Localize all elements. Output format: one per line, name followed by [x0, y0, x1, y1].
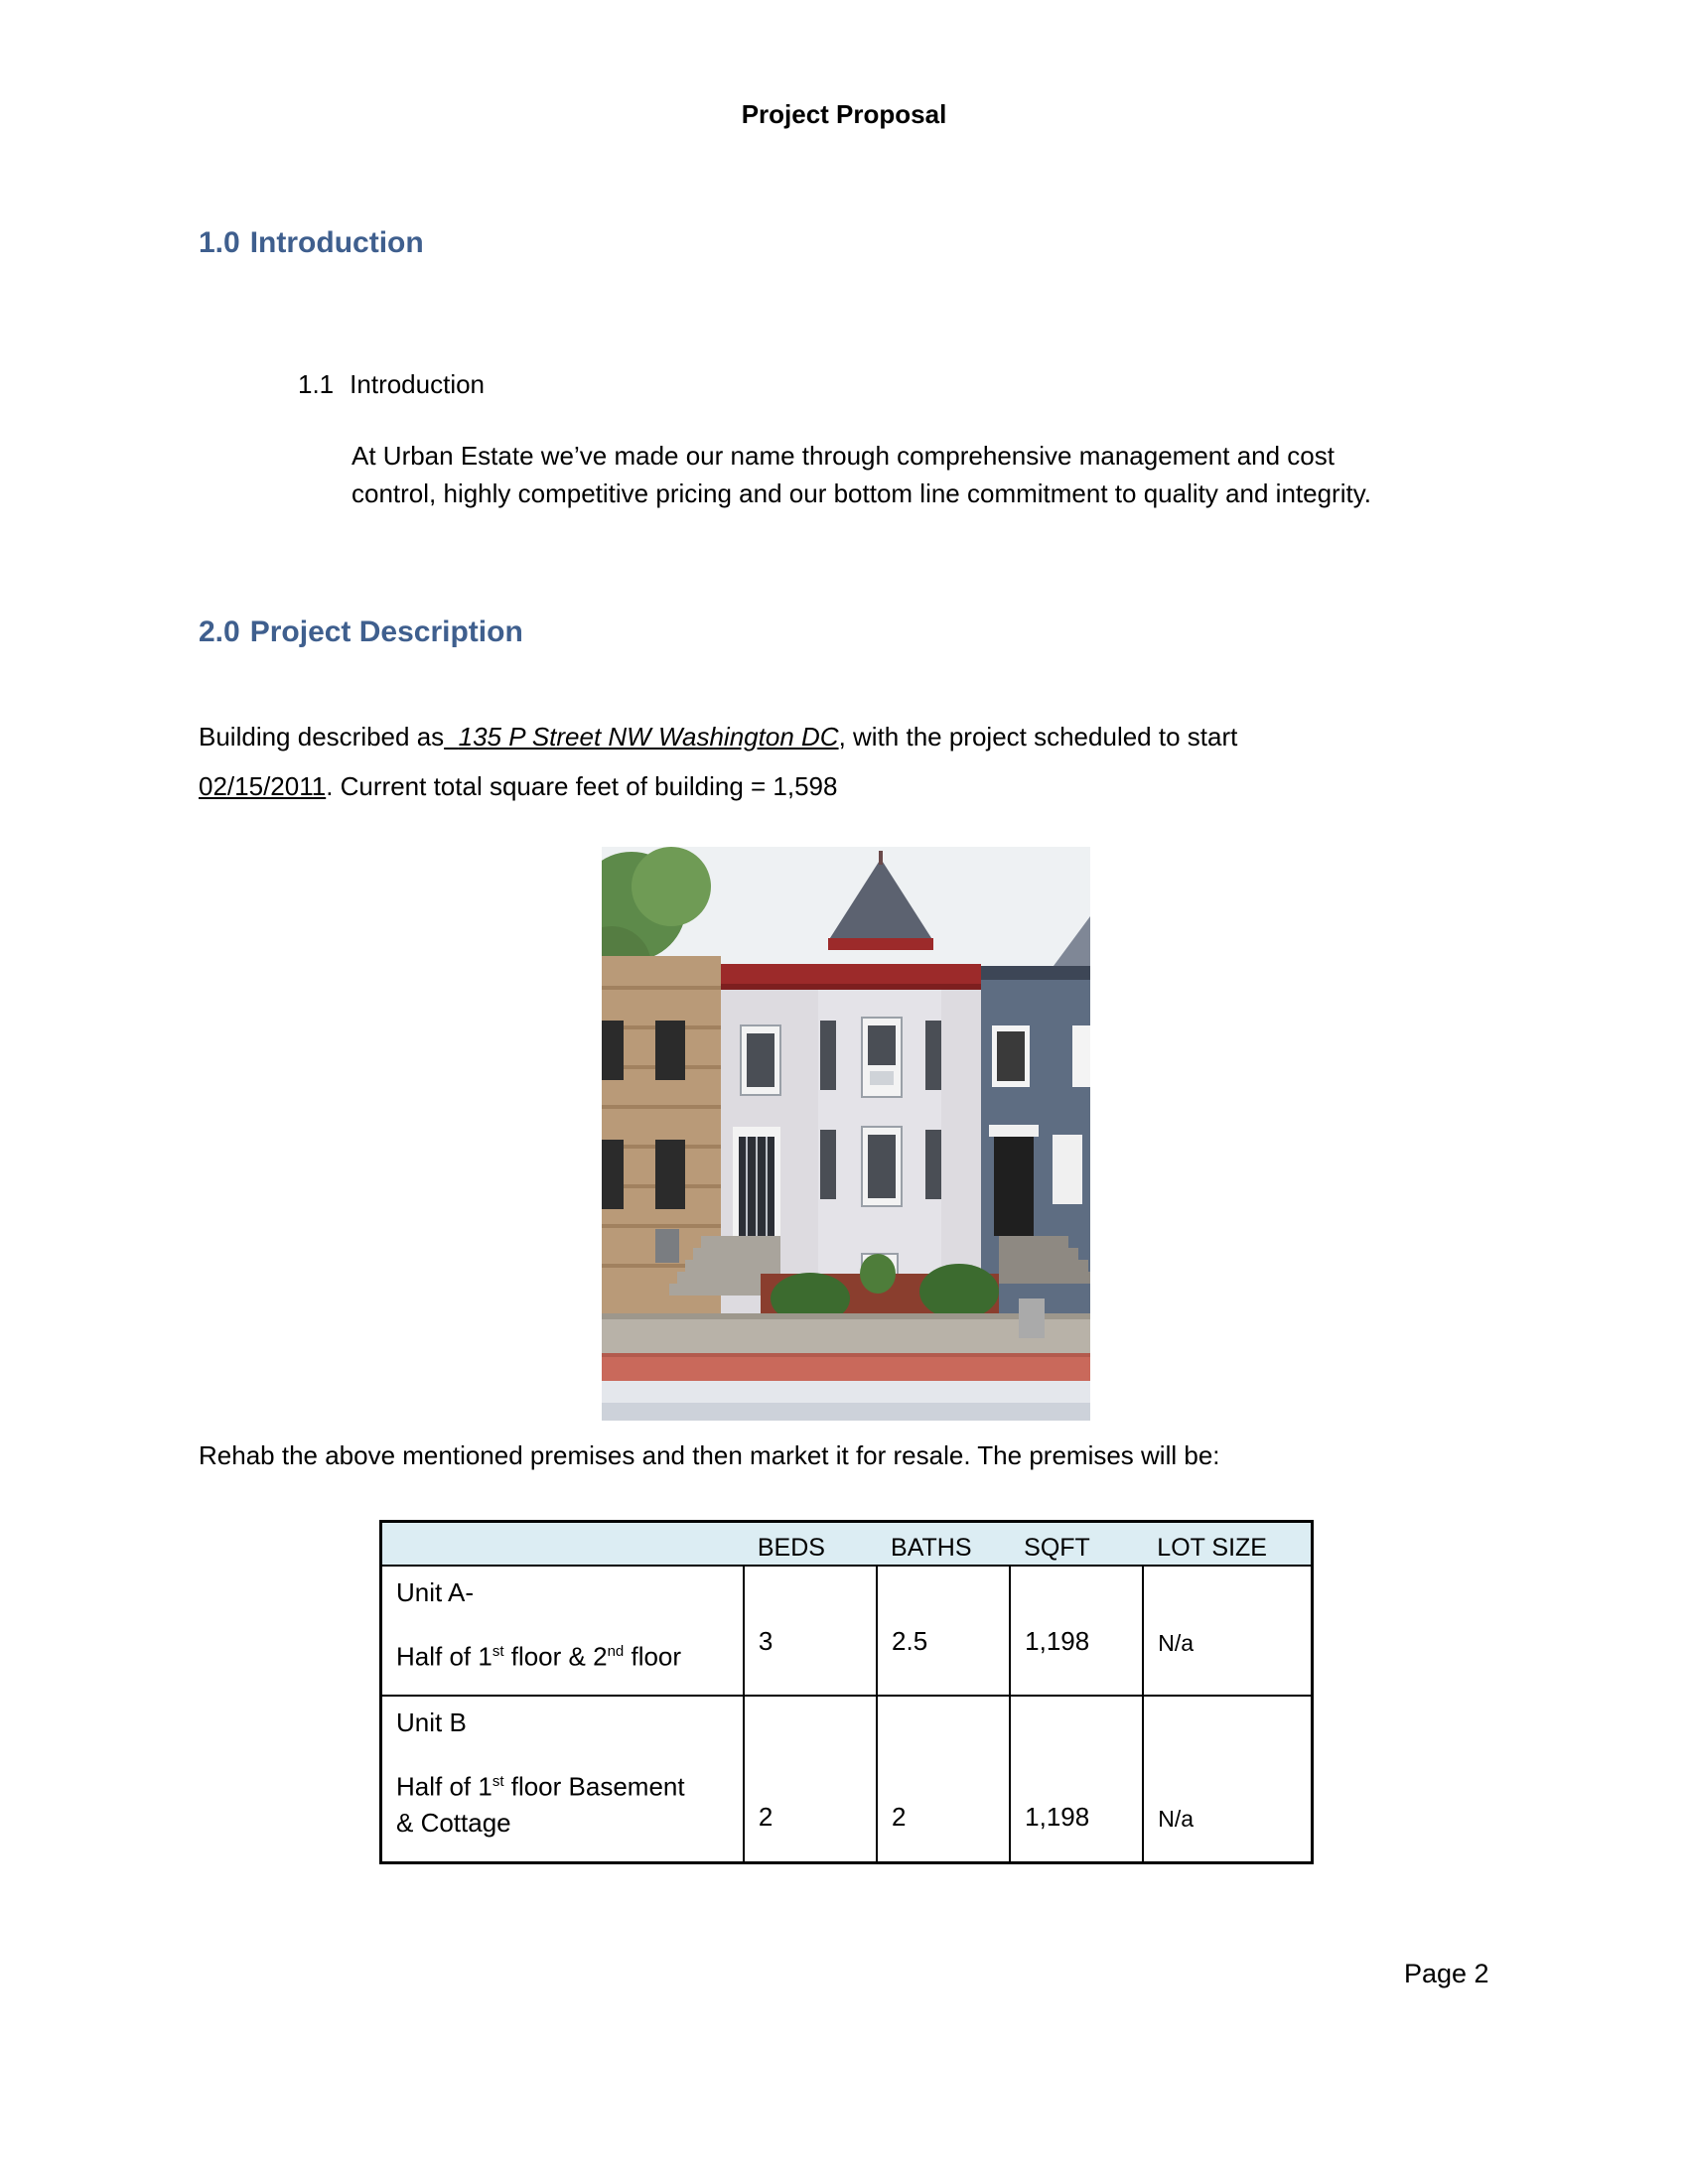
document-title: Project Proposal — [741, 99, 947, 129]
beds-cell: 2 — [744, 1696, 877, 1862]
table-header-baths: BATHS — [877, 1522, 1010, 1567]
unit-name: Unit B — [396, 1707, 467, 1737]
section-number: 2.0 — [199, 615, 240, 648]
table-row — [381, 1566, 1313, 1696]
unit-name: Unit A- — [396, 1577, 475, 1607]
desc-prefix: Building described as — [199, 722, 445, 751]
desc-suffix: . Current total square feet of building = 1,598 — [326, 771, 838, 801]
sqft-cell: 1,198 — [1010, 1696, 1143, 1862]
intro-line: At Urban Estate we’ve made our name through comprehensive management and cost — [352, 441, 1335, 471]
table-header-sqft: SQFT — [1010, 1522, 1143, 1567]
unit-description-cell — [381, 1566, 744, 1696]
table-header-lot-size: LOT SIZE — [1143, 1522, 1312, 1567]
intro-line: control, highly competitive pricing and our bottom line commitment to quality and integrity. — [352, 478, 1372, 508]
section-number: 1.0 — [199, 226, 240, 259]
section-heading-project-description — [199, 615, 523, 649]
baths-cell: 2.5 — [877, 1566, 1010, 1696]
building-address: 135 P Street NW Washington DC — [458, 722, 839, 751]
section-title: Introduction — [249, 226, 424, 259]
lot-size-cell: N/a — [1143, 1696, 1312, 1862]
units-table — [379, 1520, 1314, 1864]
unit-description-cell — [381, 1696, 744, 1862]
desc-mid: , with the project scheduled to start — [838, 722, 1238, 751]
page-number: Page 2 — [1404, 1959, 1489, 1988]
house-photo-icon — [602, 847, 1090, 1421]
table-header-row — [381, 1522, 1313, 1567]
subsection-title: Introduction — [350, 369, 486, 399]
subsection-number: 1.1 — [298, 369, 335, 399]
description-paragraph — [199, 712, 1489, 811]
intro-paragraph — [352, 437, 1493, 512]
table-row — [381, 1696, 1313, 1862]
unit-floors: Half of 1st floor Basement — [396, 1771, 685, 1802]
unit-floors-cont: & Cottage — [396, 1807, 511, 1838]
table-header-unit — [381, 1522, 744, 1567]
section-title: Project Description — [249, 615, 523, 648]
lot-size-cell: N/a — [1143, 1566, 1312, 1696]
section-heading-introduction — [199, 226, 424, 260]
unit-floors: Half of 1st floor & 2nd floor — [396, 1641, 682, 1672]
table-header-beds: BEDS — [744, 1522, 877, 1567]
rehab-paragraph: Rehab the above mentioned premises and then market it for resale. The premises will be: — [199, 1440, 1220, 1470]
baths-cell: 2 — [877, 1696, 1010, 1862]
sqft-cell: 1,198 — [1010, 1566, 1143, 1696]
start-date: 02/15/2011 — [199, 771, 327, 801]
beds-cell: 3 — [744, 1566, 877, 1696]
subsection-heading — [298, 369, 485, 400]
